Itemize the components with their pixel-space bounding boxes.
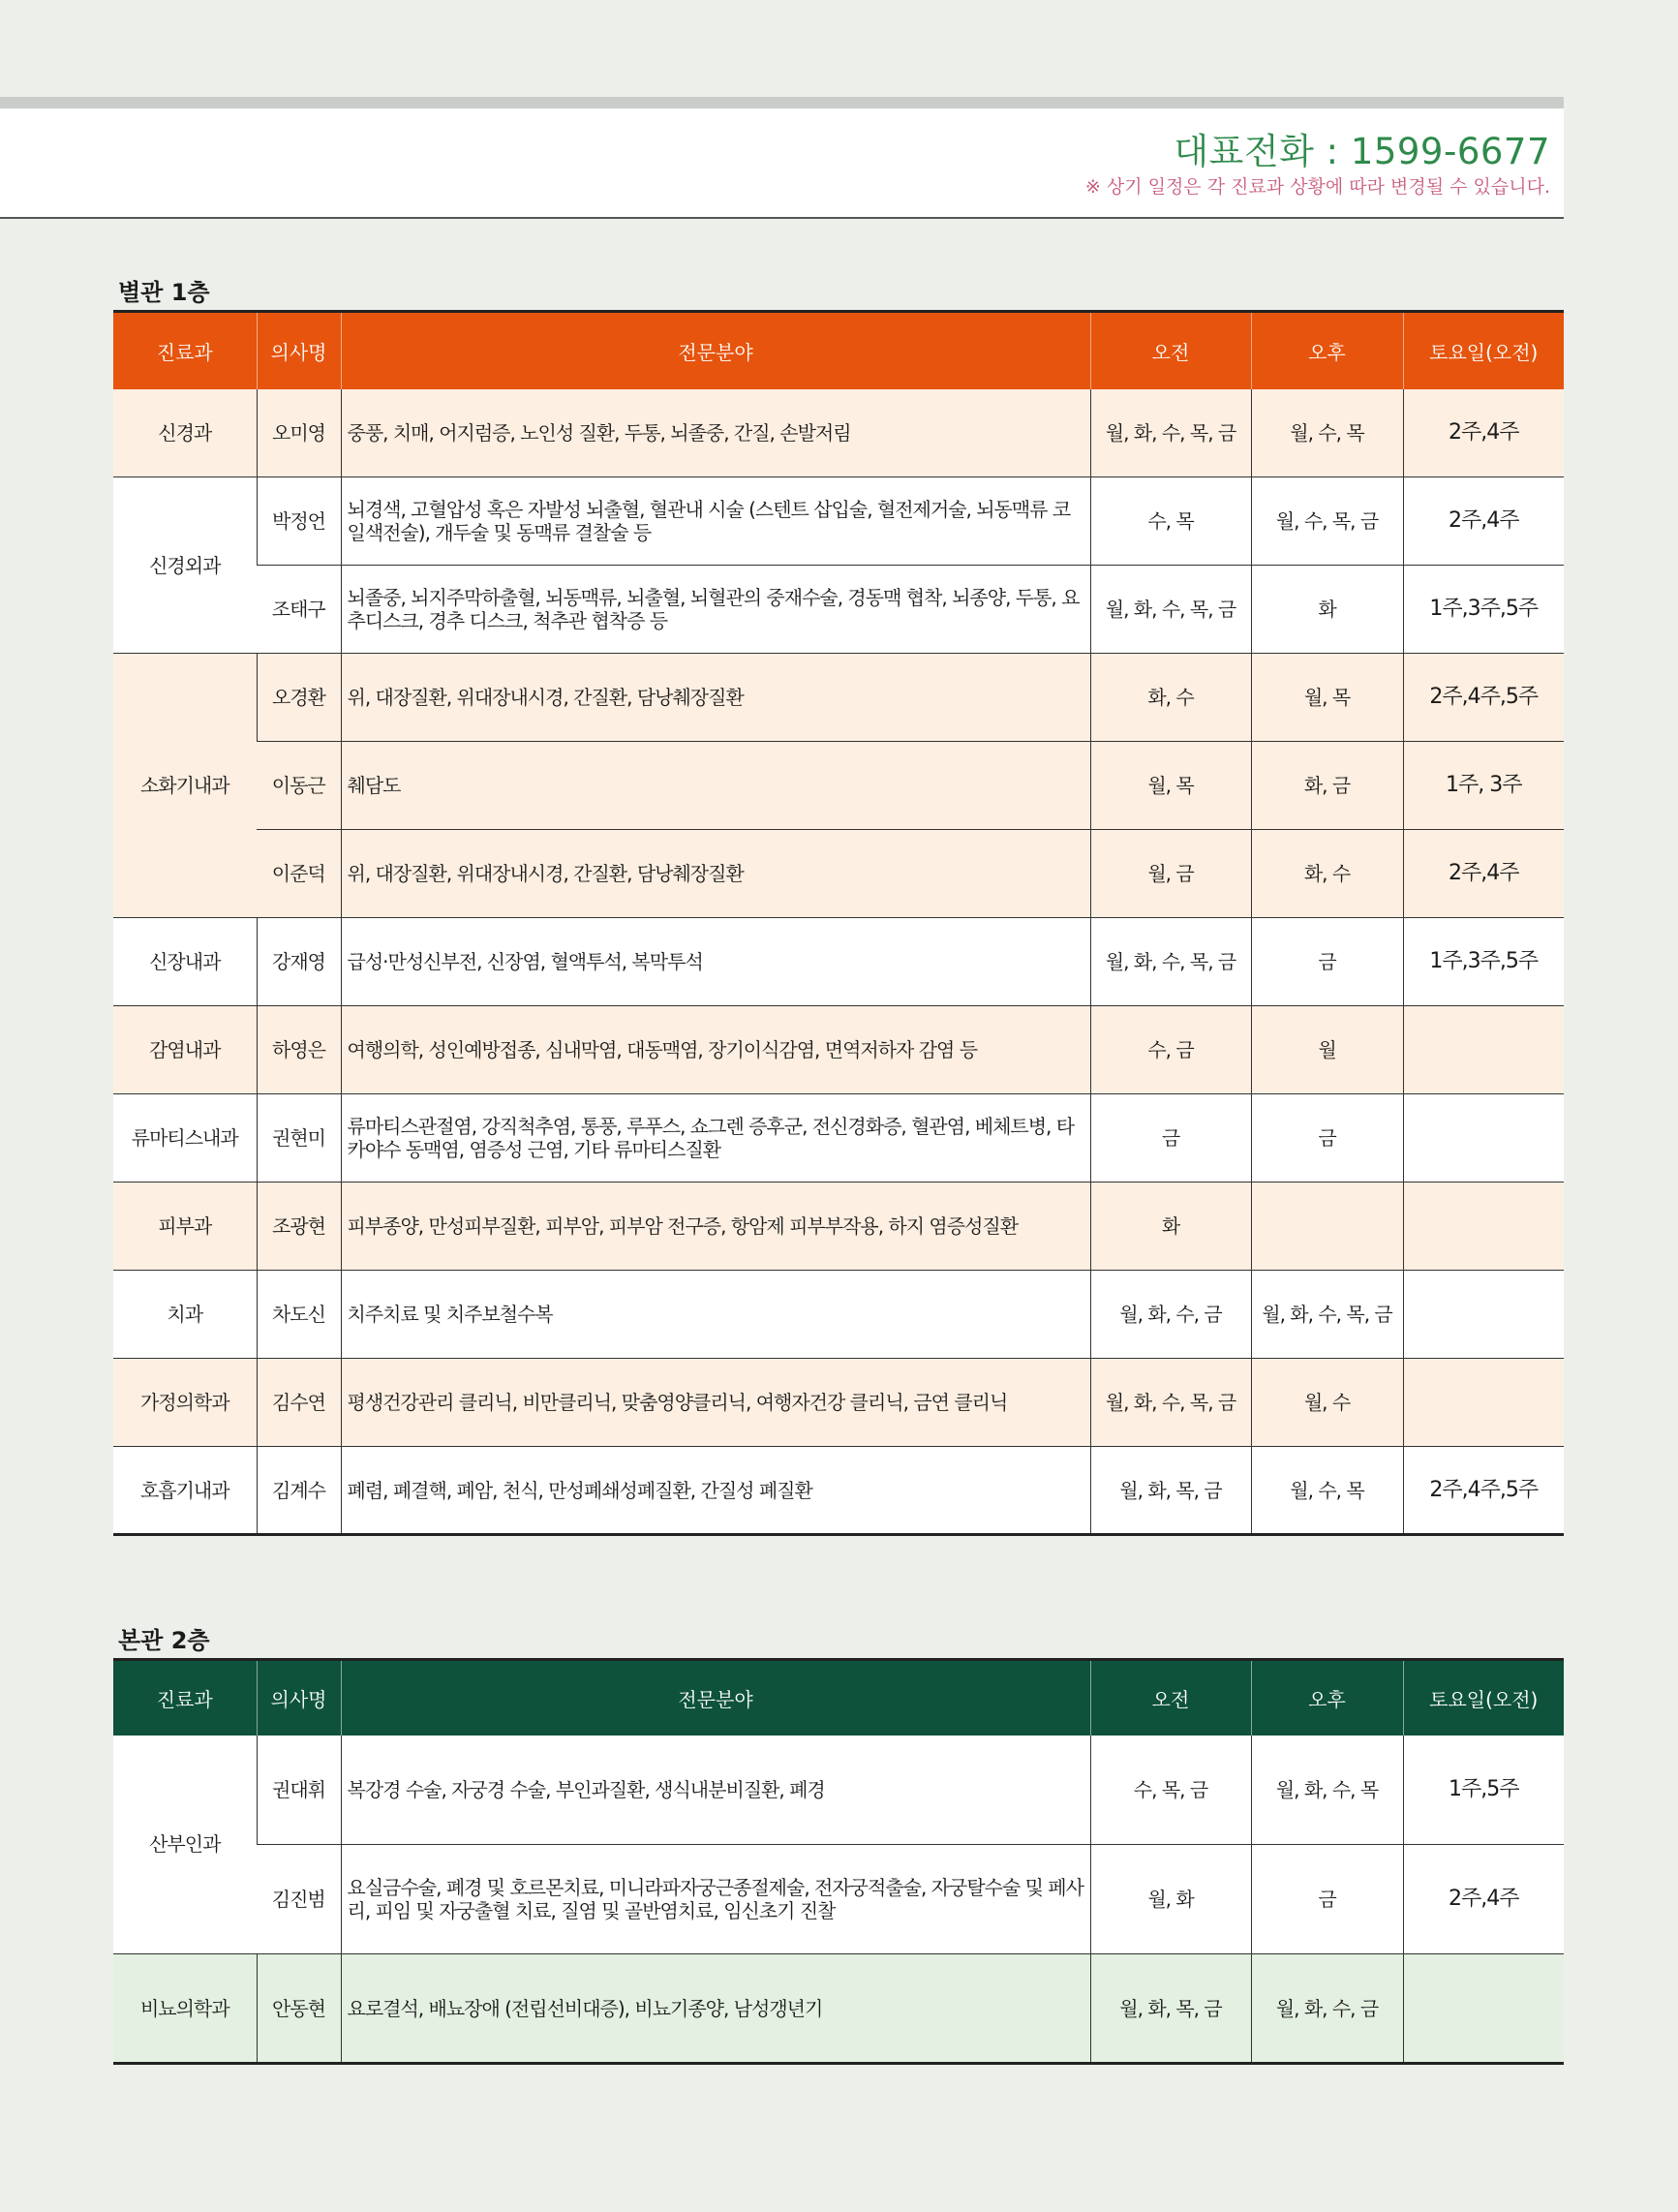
dept-cell: 피부과 xyxy=(113,1183,257,1271)
specialty-cell: 췌담도 xyxy=(341,742,1090,830)
doctor-cell: 차도신 xyxy=(257,1271,341,1359)
pm-cell: 월, 목 xyxy=(1251,654,1403,742)
saturday-cell: 2주,4주 xyxy=(1403,830,1564,918)
specialty-cell: 뇌졸중, 뇌지주막하출혈, 뇌동맥류, 뇌출혈, 뇌혈관의 중재수술, 경동맥 협착, 뇌종양, 두통, 요추디스크, 경추 디스크, 척추관 협착증 등 xyxy=(341,566,1090,654)
am-cell: 수, 목, 금 xyxy=(1090,1736,1251,1845)
doctor-cell: 김수연 xyxy=(257,1359,341,1447)
table-row xyxy=(113,1271,1564,1359)
section-title-main2: 본관 2층 xyxy=(118,1627,210,1654)
specialty-cell: 류마티스관절염, 강직척추염, 통풍, 루푸스, 쇼그렌 증후군, 전신경화증, 혈관염, 베체트병, 타카야수 동맥염, 염증성 근염, 기타 류마티스질환 xyxy=(341,1094,1090,1183)
saturday-cell: 2주,4주,5주 xyxy=(1403,1447,1564,1535)
pm-cell xyxy=(1251,1183,1403,1271)
saturday-cell: 1주,3주,5주 xyxy=(1403,566,1564,654)
schedule-notice: ※ 상기 일정은 각 진료과 상황에 따라 변경될 수 있습니다. xyxy=(1084,176,1550,198)
doctor-cell: 권대휘 xyxy=(257,1736,341,1845)
table-row xyxy=(113,1954,1564,2064)
col-header-am: 오전 xyxy=(1090,312,1251,389)
am-cell: 월, 화, 목, 금 xyxy=(1090,1447,1251,1535)
pm-cell: 월, 수, 목 xyxy=(1251,389,1403,477)
saturday-cell xyxy=(1403,1094,1564,1183)
saturday-cell: 2주,4주 xyxy=(1403,477,1564,566)
doctor-cell: 안동현 xyxy=(257,1954,341,2064)
table-row xyxy=(113,830,1564,918)
am-cell: 월, 화 xyxy=(1090,1845,1251,1954)
pm-cell: 월, 수 xyxy=(1251,1359,1403,1447)
am-cell: 화, 수 xyxy=(1090,654,1251,742)
doctor-cell: 오미영 xyxy=(257,389,341,477)
pm-cell: 화, 수 xyxy=(1251,830,1403,918)
table-header-row xyxy=(113,312,1564,389)
pm-cell: 월, 화, 수, 목 xyxy=(1251,1736,1403,1845)
dept-cell: 산부인과 xyxy=(113,1736,257,1954)
specialty-cell: 피부종양, 만성피부질환, 피부암, 피부암 전구증, 항암제 피부부작용, 하지 염증성질환 xyxy=(341,1183,1090,1271)
specialty-cell: 급성·만성신부전, 신장염, 혈액투석, 복막투석 xyxy=(341,918,1090,1006)
saturday-cell: 1주,3주,5주 xyxy=(1403,918,1564,1006)
dept-cell: 신경외과 xyxy=(113,477,257,654)
dept-cell: 호흡기내과 xyxy=(113,1447,257,1535)
saturday-cell xyxy=(1403,1954,1564,2064)
table-row xyxy=(113,477,1564,566)
specialty-cell: 치주치료 및 치주보철수복 xyxy=(341,1271,1090,1359)
specialty-cell: 뇌경색, 고혈압성 혹은 자발성 뇌출혈, 혈관내 시술 (스텐트 삽입술, 혈전제거술, 뇌동맥류 코일색전술), 개두술 및 동맥류 결찰술 등 xyxy=(341,477,1090,566)
specialty-cell: 요로결석, 배뇨장애 (전립선비대증), 비뇨기종양, 남성갱년기 xyxy=(341,1954,1090,2064)
pm-cell: 월 xyxy=(1251,1006,1403,1094)
pm-cell: 금 xyxy=(1251,1845,1403,1954)
schedule-table-main2 xyxy=(113,1658,1564,2065)
specialty-cell: 평생건강관리 클리닉, 비만클리닉, 맞춤영양클리닉, 여행자건강 클리닉, 금연 클리닉 xyxy=(341,1359,1090,1447)
saturday-cell: 1주,5주 xyxy=(1403,1736,1564,1845)
doctor-cell: 이준덕 xyxy=(257,830,341,918)
doctor-cell: 오경환 xyxy=(257,654,341,742)
pm-cell: 월, 화, 수, 목, 금 xyxy=(1251,1271,1403,1359)
specialty-cell: 복강경 수술, 자궁경 수술, 부인과질환, 생식내분비질환, 폐경 xyxy=(341,1736,1090,1845)
table-row xyxy=(113,654,1564,742)
am-cell: 월, 화, 수, 목, 금 xyxy=(1090,566,1251,654)
am-cell: 월, 금 xyxy=(1090,830,1251,918)
am-cell: 월, 화, 수, 금 xyxy=(1090,1271,1251,1359)
pm-cell: 월, 수, 목 xyxy=(1251,1447,1403,1535)
saturday-cell xyxy=(1403,1359,1564,1447)
table-row xyxy=(113,389,1564,477)
top-bar xyxy=(0,97,1564,108)
doctor-cell: 조광현 xyxy=(257,1183,341,1271)
specialty-cell: 여행의학, 성인예방접종, 심내막염, 대동맥염, 장기이식감염, 면역저하자 감염 등 xyxy=(341,1006,1090,1094)
col-header-dept: 진료과 xyxy=(156,1687,213,1711)
am-cell: 월, 화, 목, 금 xyxy=(1090,1954,1251,2064)
header-panel xyxy=(0,108,1564,219)
saturday-cell xyxy=(1403,1006,1564,1094)
col-header-specialty: 전문분야 xyxy=(341,312,1090,389)
saturday-cell xyxy=(1403,1271,1564,1359)
col-header-doctor: 의사명 xyxy=(257,312,341,389)
doctor-cell: 하영은 xyxy=(257,1006,341,1094)
table-header-row xyxy=(113,1660,1564,1736)
dept-cell: 소화기내과 xyxy=(113,654,257,918)
col-header-doctor: 의사명 xyxy=(257,1660,341,1736)
pm-cell: 금 xyxy=(1251,918,1403,1006)
pm-cell: 화 xyxy=(1251,566,1403,654)
am-cell: 화 xyxy=(1090,1183,1251,1271)
dept-cell: 치과 xyxy=(113,1271,257,1359)
col-header-am: 오전 xyxy=(1090,1660,1251,1736)
pm-cell: 화, 금 xyxy=(1251,742,1403,830)
section-title-annex1: 별관 1층 xyxy=(118,279,210,306)
col-header-specialty: 전문분야 xyxy=(341,1660,1090,1736)
am-cell: 금 xyxy=(1090,1094,1251,1183)
saturday-cell: 2주,4주 xyxy=(1403,389,1564,477)
table-row xyxy=(113,918,1564,1006)
doctor-cell: 김진범 xyxy=(257,1845,341,1954)
col-header-pm: 오후 xyxy=(1251,1660,1403,1736)
specialty-cell: 요실금수술, 폐경 및 호르몬치료, 미니라파자궁근종절제술, 전자궁적출술, 자궁탈수술 및 페사리, 피임 및 자궁출혈 치료, 질염 및 골반염치료, 임신초기 진찰 xyxy=(341,1845,1090,1954)
schedule-table-annex1 xyxy=(113,310,1564,1536)
am-cell: 월, 화, 수, 목, 금 xyxy=(1090,918,1251,1006)
dept-cell: 감염내과 xyxy=(113,1006,257,1094)
main-phone: 대표전화 : 1599-6677 xyxy=(1174,131,1550,172)
table-row xyxy=(113,742,1564,830)
dept-cell: 비뇨의학과 xyxy=(113,1954,257,2064)
dept-cell: 신장내과 xyxy=(113,918,257,1006)
dept-cell: 류마티스내과 xyxy=(113,1094,257,1183)
pm-cell: 월, 화, 수, 금 xyxy=(1251,1954,1403,2064)
saturday-cell: 2주,4주 xyxy=(1403,1845,1564,1954)
table-row xyxy=(113,566,1564,654)
col-header-pm: 오후 xyxy=(1251,312,1403,389)
doctor-cell: 권현미 xyxy=(257,1094,341,1183)
col-header-dept: 진료과 xyxy=(156,340,213,364)
doctor-cell: 이동근 xyxy=(257,742,341,830)
am-cell: 수, 목 xyxy=(1090,477,1251,566)
saturday-cell: 1주, 3주 xyxy=(1403,742,1564,830)
saturday-cell: 2주,4주,5주 xyxy=(1403,654,1564,742)
col-header-saturday: 토요일(오전) xyxy=(1403,312,1564,389)
dept-cell: 신경과 xyxy=(113,389,257,477)
am-cell: 수, 금 xyxy=(1090,1006,1251,1094)
table-row xyxy=(113,1736,1564,1845)
doctor-cell: 김계수 xyxy=(257,1447,341,1535)
am-cell: 월, 화, 수, 목, 금 xyxy=(1090,1359,1251,1447)
pm-cell: 금 xyxy=(1251,1094,1403,1183)
am-cell: 월, 목 xyxy=(1090,742,1251,830)
col-header-saturday: 토요일(오전) xyxy=(1403,1660,1564,1736)
table-row xyxy=(113,1845,1564,1954)
saturday-cell xyxy=(1403,1183,1564,1271)
specialty-cell: 폐렴, 폐결핵, 폐암, 천식, 만성폐쇄성폐질환, 간질성 폐질환 xyxy=(341,1447,1090,1535)
specialty-cell: 중풍, 치매, 어지럼증, 노인성 질환, 두통, 뇌졸중, 간질, 손발저림 xyxy=(341,389,1090,477)
specialty-cell: 위, 대장질환, 위대장내시경, 간질환, 담낭췌장질환 xyxy=(341,654,1090,742)
dept-cell: 가정의학과 xyxy=(113,1359,257,1447)
doctor-cell: 박정언 xyxy=(257,477,341,566)
table-row xyxy=(113,1359,1564,1447)
specialty-cell: 위, 대장질환, 위대장내시경, 간질환, 담낭췌장질환 xyxy=(341,830,1090,918)
table-row xyxy=(113,1183,1564,1271)
pm-cell: 월, 수, 목, 금 xyxy=(1251,477,1403,566)
doctor-cell: 강재영 xyxy=(257,918,341,1006)
table-row xyxy=(113,1094,1564,1183)
table-row xyxy=(113,1006,1564,1094)
table-row xyxy=(113,1447,1564,1535)
doctor-cell: 조태구 xyxy=(257,566,341,654)
am-cell: 월, 화, 수, 목, 금 xyxy=(1090,389,1251,477)
